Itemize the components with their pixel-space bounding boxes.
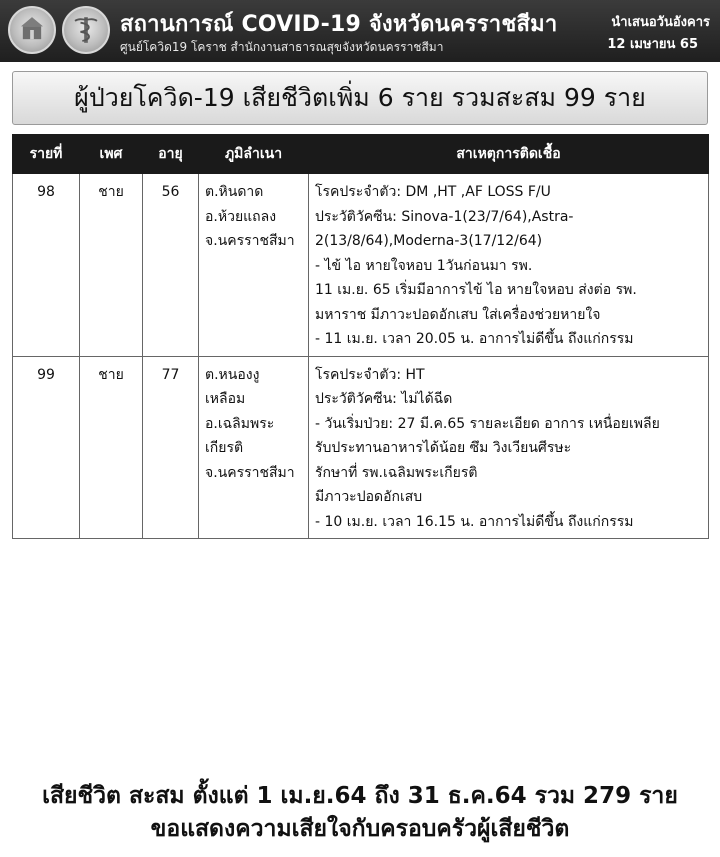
column-header-sex: เพศ [80, 135, 143, 174]
presented-on-label: นำเสนอวันอังคาร [611, 15, 710, 30]
column-header-address: ภูมิลำเนา [199, 135, 309, 174]
address-line: ต.หนองงู [205, 366, 260, 383]
sex-cell: ชาย [80, 356, 143, 539]
column-header-details: สาเหตุการติดเชื้อ [309, 135, 709, 174]
column-header-case-no: รายที่ [13, 135, 80, 174]
public-health-emblem-icon [62, 6, 110, 54]
case-no-cell: 98 [13, 174, 80, 357]
table-row [13, 356, 709, 539]
cumulative-deaths-note: เสียชีวิต สะสม ตั้งแต่ 1 เม.ย.64 ถึง 31 ธ.ค.64 รวม 279 ราย [42, 783, 678, 809]
age-cell: 77 [143, 356, 199, 539]
address-line: ต.หินดาด [205, 184, 264, 200]
sex-cell: ชาย [80, 174, 143, 357]
address-line: เหลือม [205, 391, 246, 407]
detail-line: มหาราช มีภาวะปอดอักเสบ ใส่เครื่องช่วยหายใจ [315, 306, 601, 323]
detail-line: - ไข้ ไอ หายใจหอบ 1วันก่อนมา รพ. [315, 257, 533, 274]
detail-line: 11 เม.ย. 65 เริ่มมีอาการไข้ ไอ หายใจหอบ ส่งต่อ รพ. [315, 282, 637, 298]
detail-line: 2(13/8/64),Moderna-3(17/12/64) [315, 233, 543, 249]
header-subtitle: ศูนย์โควิด19 โคราช สำนักงานสาธารณสุขจังหวัดนครราชสีมา [120, 40, 444, 54]
detail-line: โรคประจำตัว: DM ,HT ,AF LOSS F/U [315, 184, 551, 200]
detail-line: ประวัติวัคซีน: ไม่ได้ฉีด [315, 391, 453, 407]
address-cell [199, 174, 309, 357]
header-bar [0, 0, 720, 62]
address-cell [199, 356, 309, 539]
address-line: จ.นครราชสีมา [205, 233, 295, 249]
table-header-row [13, 135, 709, 174]
detail-line: - 10 เม.ย. เวลา 16.15 น. อาการไม่ดีขึ้น ถึงแก่กรรม [315, 513, 634, 530]
detail-line: - 11 เม.ย. เวลา 20.05 น. อาการไม่ดีขึ้น ถึงแก่กรรม [315, 331, 634, 347]
age-cell: 56 [143, 174, 199, 357]
headline-banner: ผู้ป่วยโควิด-19 เสียชีวิตเพิ่ม 6 ราย รวมสะสม 99 ราย [12, 71, 708, 125]
detail-line: ประวัติวัคซีน: Sinova-1(23/7/64),Astra- [315, 208, 574, 225]
detail-line: รักษาที่ รพ.เฉลิมพระเกียรติ [315, 464, 478, 481]
detail-line: มีภาวะปอดอักเสบ [315, 489, 423, 505]
address-line: อ.ห้วยแถลง [205, 208, 277, 225]
table-row [13, 174, 709, 357]
detail-line: โรคประจำตัว: HT [315, 366, 425, 383]
case-no-cell: 99 [13, 356, 80, 539]
death-cases-table [12, 134, 709, 539]
address-line: อ.เฉลิมพระ [205, 415, 275, 432]
header-title: สถานการณ์ COVID-19 จังหวัดนครราชสีมา [120, 12, 558, 37]
detail-line: - วันเริ่มป่วย: 27 มี.ค.65 รายละเอียด อาการ เหนื่อยเพลีย [315, 415, 660, 432]
condolence-message: ขอแสดงความเสียใจกับครอบครัวผู้เสียชีวิต [150, 816, 570, 842]
details-cell [309, 174, 709, 357]
column-header-age: อายุ [143, 135, 199, 174]
address-line: เกียรติ [205, 440, 244, 456]
address-line: จ.นครราชสีมา [205, 464, 295, 481]
province-seal-icon [8, 6, 56, 54]
details-cell [309, 356, 709, 539]
report-date: 12 เมษายน 65 [607, 37, 698, 52]
detail-line: รับประทานอาหารได้น้อย ซึม วิงเวียนศีรษะ [315, 440, 572, 456]
